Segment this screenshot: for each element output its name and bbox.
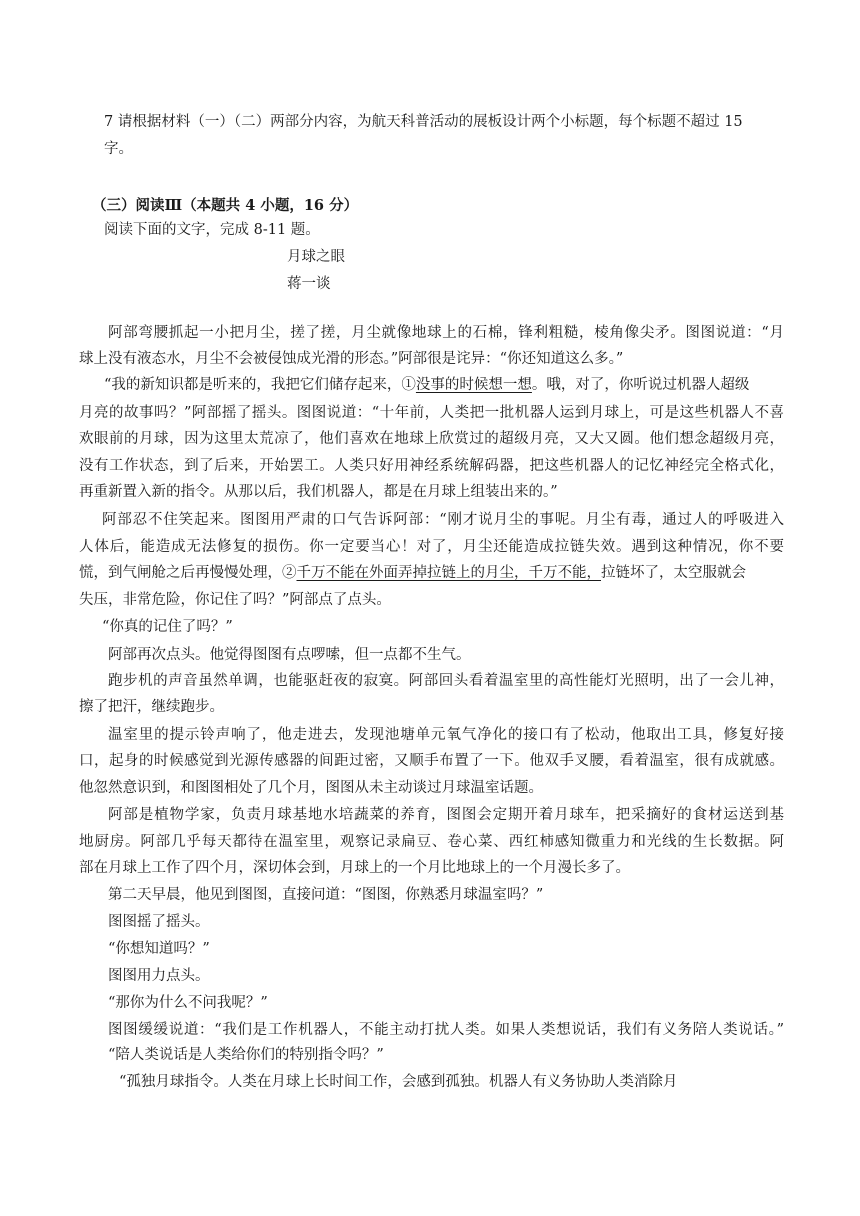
paragraph-line: 月亮的故事吗？”阿部摇了摇头。图图说道：“十年前，人类把一批机器人运到月球上，可是这些机器人不喜 — [79, 405, 784, 421]
paragraph-line — [104, 375, 749, 395]
paragraph-line: 阿部是植物学家，负责月球基地水培蔬菜的养育，图图会定期开着月球车，把采摘好的食材运送到基 — [108, 807, 784, 823]
paragraph-line: 图图用力点头。 — [108, 968, 210, 984]
paragraph-line: 擦了把汗，继续跑步。 — [79, 699, 224, 715]
question-7-line-1: 7 请根据材料（一）（二）两部分内容，为航天科普活动的展板设计两个小标题，每个标题不超过 15 — [104, 114, 743, 130]
section-instruction: 阅读下面的文字，完成 8-11 题。 — [104, 222, 320, 238]
paragraph-line: 地厨房。阿部几乎每天都待在温室里，观察记录扁豆、卷心菜、西红柿感知微重力和光线的生长数据。阿 — [79, 834, 784, 850]
paragraph-line: 部在月球上工作了四个月，深切体会到，月球上的一个月比地球上的一个月漫长多了。 — [79, 860, 630, 876]
paragraph-line: 阿部忍不住笑起来。图图用严肃的口气告诉阿部：“刚才说月尘的事呢。月尘有毒，通过人的呼吸进入 — [102, 512, 784, 528]
section-heading: （三）阅读Ⅲ（本题共 4 小题，16 分） — [92, 197, 359, 214]
paragraph-line: “孤独月球指令。人类在月球上长时间工作，会感到孤独。机器人有义务协助人类消除月 — [119, 1074, 678, 1090]
paragraph-text: “我的新知识都是听来的，我把它们储存起来，① — [104, 377, 416, 393]
paragraph-text: 。哦，对了，你听说过机器人超级 — [531, 377, 750, 393]
question-7-line-2: 字。 — [104, 141, 133, 157]
paragraph-line — [79, 563, 746, 583]
article-author: 蒋一谈 — [287, 276, 331, 292]
paragraph-line: 他忽然意识到，和图图相处了几个月，图图从未主动谈过月球温室话题。 — [79, 780, 543, 796]
underlined-sentence-2: 千万不能在外面弄掉拉链上的月尘，千万不能， — [296, 565, 601, 581]
paragraph-line: 失压，非常危险，你记住了吗？”阿部点了点头。 — [79, 592, 391, 608]
paragraph-line: 没有工作状态，到了后来，开始罢工。人类只好用神经系统解码器，把这些机器人的记忆神经完全格式化， — [79, 458, 784, 474]
paragraph-text: 慌，到气闸舱之后再慢慢处理，② — [79, 565, 297, 581]
paragraph-line: 阿部再次点头。他觉得图图有点啰嗦，但一点都不生气。 — [108, 647, 471, 663]
paragraph-line: 图图摇了摇头。 — [108, 914, 210, 930]
article-title: 月球之眼 — [287, 249, 345, 265]
paragraph-line: 阿部弯腰抓起一小把月尘，搓了搓，月尘就像地球上的石棉，锋利粗糙，棱角像尖矛。图图说道：“月 — [108, 325, 784, 341]
paragraph-line: 跑步机的声音虽然单调，也能驱赶夜的寂寞。阿部回头看着温室里的高性能灯光照明，出了一会儿神， — [108, 673, 784, 689]
paragraph-line: 第二天早晨，他见到图图，直接问道：“图图，你熟悉月球温室吗？” — [108, 887, 544, 903]
underlined-sentence-1: 没事的时候想一想 — [415, 377, 532, 393]
paragraph-text: 拉链坏了，太空服就会 — [601, 565, 746, 581]
paragraph-line: 球上没有液态水，月尘不会被侵蚀成光滑的形态。”阿部很是诧异：“你还知道这么多。” — [79, 351, 624, 367]
paragraph-line: “那你为什么不问我呢？” — [108, 995, 268, 1011]
paragraph-line: 温室里的提示铃声响了，他走进去，发现池塘单元氧气净化的接口有了松动，他取出工具，修复好接 — [108, 727, 784, 743]
paragraph-line: 图图缓缓说道：“我们是工作机器人，不能主动打扰人类。如果人类想说话，我们有义务陪人类说话。” — [108, 1022, 784, 1038]
paragraph-line: “你真的记住了吗？” — [102, 619, 233, 635]
paragraph-line: 欢眼前的月球，因为这里太荒凉了，他们喜欢在地球上欣赏过的超级月亮，又大又圆。他们想念超级月亮， — [79, 431, 784, 447]
paragraph-line: “你想知道吗？” — [108, 941, 210, 957]
paragraph-line: 口，起身的时候感觉到光源传感器的间距过密，又顺手布置了一下。他双手叉腰，看着温室，很有成就感。 — [79, 753, 784, 769]
paragraph-line: “陪人类说话是人类给你们的特别指令吗？” — [108, 1047, 384, 1063]
paragraph-line: 再重新置入新的指令。从那以后，我们机器人，都是在月球上组装出来的。” — [79, 484, 558, 500]
paragraph-line: 人体后，能造成无法修复的损伤。你一定要当心！对了，月尘还能造成拉链失效。遇到这种情况，你不要 — [79, 539, 784, 555]
